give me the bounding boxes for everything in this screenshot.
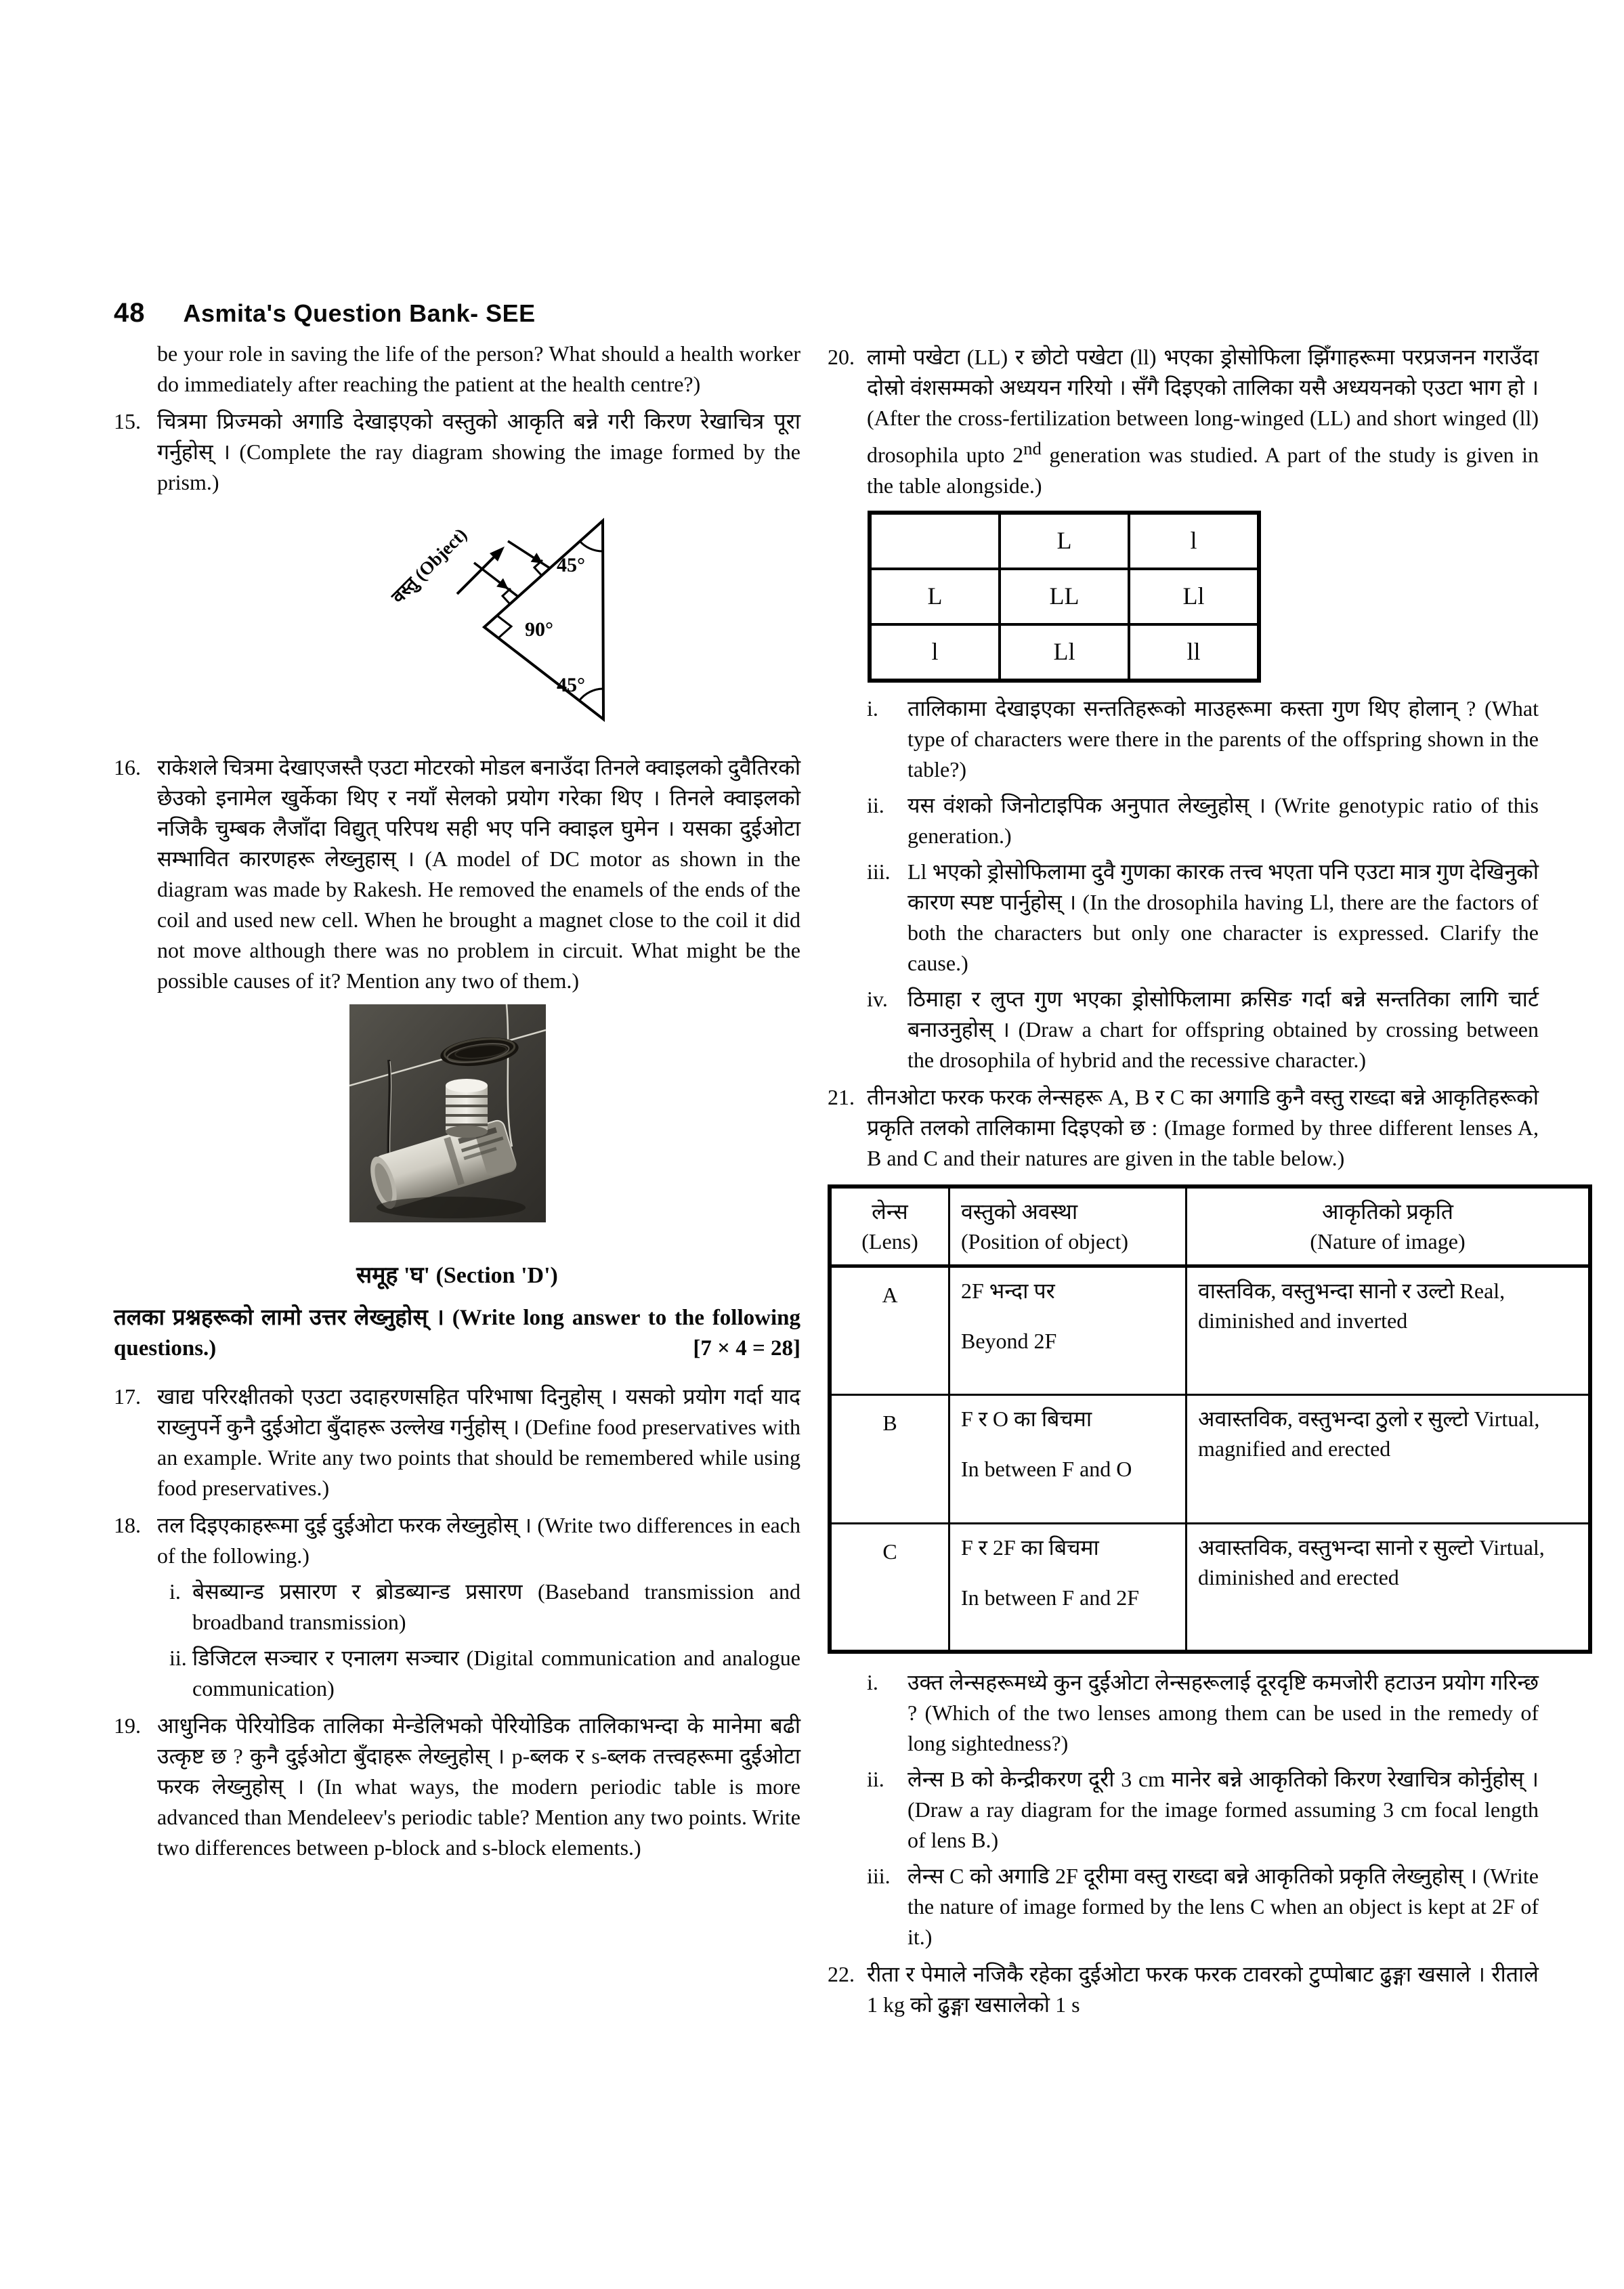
question-19-text: आधुनिक पेरियोडिक तालिका मेन्डेलिभको पेरियोडिक तालिकाभन्दा के मानेमा बढी उत्कृष्ट छ ? कुनै दुईओटा बुँदाहरू लेख्नुहोस् । p-ब्लक र s-ब्लक तत्त्वहरूमा दुईओटा फरक लेख्नुहोस् । (In what ways, the modern periodic table is more advanced than Mendeleev's periodic table? Mention any two points. Write two differences between p-block and s-block elements.) [157, 1713, 800, 1860]
question-20-text [867, 342, 1539, 501]
lens-a-position-eng: Beyond 2F [961, 1328, 1057, 1353]
left-column [114, 339, 800, 1863]
lens-a-position-nep: 2F भन्दा पर [961, 1278, 1055, 1303]
question-17-text: खाद्य परिरक्षीतको एउटा उदाहरणसहित परिभाषा दिनुहोस् । यसको प्रयोग गर्दा याद राख्नुपर्ने कुनै दुईओटा बुँदाहरू उल्लेख गर्नुहोस् । (Define food preservatives with an example. Write any two points that should be remembered while using food preservatives.) [157, 1384, 800, 1500]
prism-ray-diagram [114, 500, 800, 746]
table-row [830, 1266, 1590, 1394]
question-20-sub-iv-text: ठिमाहा र लुप्त गुण भएका ड्रोसोफिलामा क्रसिङ गर्दा बन्ने सन्ततिका लागि चार्ट बनाउनुहोस् । (Draw a chart for offspring obtained by crossing between the drosophila of hybrid and the recessive character.) [907, 986, 1539, 1072]
page-header [114, 298, 536, 328]
header-position-nep: वस्तुको अवस्था [961, 1199, 1078, 1224]
incident-ray-upper [508, 541, 550, 568]
question-14-continuation: be your role in saving the life of the person? What should a health worker do immediately after reaching the patient at the health centre?) [157, 341, 800, 396]
lens-c-position-eng: In between F and 2F [961, 1585, 1140, 1610]
question-20-sub-ii [828, 790, 1539, 851]
book-title: Asmita's Question Bank- SEE [183, 299, 536, 327]
question-15-number: 15. [114, 409, 141, 433]
question-15 [114, 406, 800, 498]
question-20-sub-ii-text: यस वंशको जिनोटाइपिक अनुपात लेख्नुहोस् । (Write genotypic ratio of this generation.) [907, 792, 1539, 848]
question-16-text: राकेशले चित्रमा देखाएजस्तै एउटा मोटरको मोडल बनाउँदा तिनले क्वाइलको दुवैतिरको छेउको इनामेल खुर्केका थिए र नयाँ सेलको प्रयोग गरेका थिए । तिनले क्वाइलको नजिकै चुम्बक लैजाँदा विद्युत् परिपथ सही भए पनि क्वाइल घुमेन । यसका दुईओटा सम्भावित कारणहरू लेख्नुहास् । (A model of DC motor as shown in the diagram was made by Rakesh. He removed the enamels of the ends of the coil and used new cell. When he brought a magnet close to the coil it did not move although there was no problem in circuit. What might be the possible causes of it? Mention any two of them.) [157, 755, 800, 993]
lens-c-position [949, 1523, 1187, 1652]
question-20-text-part1: लामो पखेटा (LL) र छोटो पखेटा (ll) भएका ड्रोसोफिला झिँगाहरूमा परप्रजनन गराउँदा दोस्रो वंशसम्मको अध्ययन गरियो । सँगै दिइएको तालिका यसै अध्ययनको एउटा भाग हो । (After the cross-fertilization between long-winged (LL) and short winged (ll) drosophila upto 2 [867, 345, 1539, 467]
lens-table-header-lens [830, 1186, 949, 1266]
question-17-number: 17. [114, 1384, 141, 1409]
question-20-sub-iii [828, 857, 1539, 979]
question-18-sub-ii-number: ii. [169, 1646, 187, 1670]
question-18 [114, 1510, 800, 1571]
question-17 [114, 1382, 800, 1503]
lens-c-position-nep: F र 2F का बिचमा [961, 1535, 1099, 1560]
question-18-sub-ii-text: डिजिटल सञ्चार र एनालग सञ्चार (Digital communication and analogue communication) [192, 1646, 800, 1700]
question-20-sub-ii-number: ii. [867, 792, 884, 817]
magnet-stack [446, 1079, 488, 1138]
lens-c-nature: अवास्तविक, वस्तुभन्दा सानो र सुल्टो Virtual, diminished and erected [1187, 1523, 1591, 1652]
angle-45-top-arc [580, 541, 603, 551]
dc-motor-photo-svg [349, 1004, 546, 1222]
header-nature-eng: (Nature of image) [1310, 1228, 1466, 1254]
lens-a-label: A [830, 1266, 949, 1394]
angle-45-top-label: 45° [557, 554, 585, 576]
section-d-instruction [114, 1303, 800, 1364]
table-row [870, 569, 1259, 624]
question-20-number: 20. [828, 345, 855, 369]
normal-mark-lower [503, 589, 511, 604]
punnett-cell: l [1129, 513, 1259, 569]
question-20 [828, 342, 1539, 501]
question-18-number: 18. [114, 1513, 141, 1537]
table-row [830, 1523, 1590, 1652]
table-row [870, 513, 1259, 569]
question-21-sub-ii-text: लेन्स B को केन्द्रीकरण दूरी 3 cm मानेर बन्ने आकृतिको किरण रेखाचित्र कोर्नुहोस् । (Draw a ray diagram for the image formed assuming 3 cm focal length of lens B.) [907, 1767, 1539, 1853]
punnett-cell: L [870, 569, 1000, 624]
question-18-sub-i [114, 1577, 800, 1638]
question-18-sub-i-text: बेसब्यान्ड प्रसारण र ब्रोडब्यान्ड प्रसारण (Baseband transmission and broadband transmission) [192, 1579, 800, 1634]
question-20-sub-i [828, 693, 1539, 785]
lens-a-position [949, 1266, 1187, 1394]
right-angle-mark-90 [497, 616, 511, 638]
page-number: 48 [114, 298, 146, 328]
right-column [828, 342, 1545, 2020]
punnett-cell: Ll [1000, 624, 1129, 681]
question-20-sub-i-text: तालिकामा देखाइएका सन्ततिहरूको माउहरूमा कस्ता गुण थिए होलान् ? (What type of characters were there in the parents of the offspring shown in the table?) [907, 696, 1539, 782]
lens-b-nature: अवास्तविक, वस्तुभन्दा ठुलो र सुल्टो Virtual, magnified and erected [1187, 1394, 1591, 1523]
angle-45-bottom-label: 45° [557, 674, 585, 696]
question-22-text: रीता र पेमाले नजिकै रहेका दुईओटा फरक फरक टावरको टुप्पोबाट ढुङ्गा खसाले । रीताले 1 kg को ढुङ्गा खसालेको 1 s [867, 1962, 1539, 2017]
lens-table-header-nature [1187, 1186, 1591, 1266]
question-21-sub-iii-text: लेन्स C को अगाडि 2F दूरीमा वस्तु राख्दा बन्ने आकृतिको प्रकृति लेख्नुहोस् । (Write the nature of image formed by the lens C when an object is kept at 2F of it.) [907, 1864, 1539, 1950]
question-21-sub-i-text: उक्त लेन्सहरूमध्ये कुन दुईओटा लेन्सहरूलाई दूरदृष्टि कमजोरी हटाउन प्रयोग गरिन्छ ? (Which of the two lenses among them can be used in the remedy of long sightedness?) [907, 1670, 1539, 1756]
question-18-text: तल दिइएकाहरूमा दुई दुईओटा फरक लेख्नुहोस् । (Write two differences in each of the following.) [157, 1513, 800, 1568]
question-16 [114, 752, 800, 996]
question-21 [828, 1082, 1539, 1174]
question-21-sub-iii [828, 1861, 1539, 1952]
question-20-sub-iv-number: iv. [867, 986, 888, 1011]
header-lens-nep: लेन्स [872, 1199, 908, 1224]
question-21-sub-i-number: i. [867, 1670, 878, 1695]
incident-ray-lower [474, 563, 518, 597]
lens-table-header-position [949, 1186, 1187, 1266]
table-row [870, 624, 1259, 681]
question-21-sub-iii-number: iii. [867, 1864, 891, 1889]
object-arrow [457, 551, 500, 594]
lens-b-position-eng: In between F and O [961, 1456, 1132, 1481]
punnett-cell [870, 513, 1000, 569]
header-nature-nep: आकृतिको प्रकृति [1322, 1199, 1453, 1224]
question-21-sub-ii [828, 1764, 1539, 1856]
punnett-square-table [868, 511, 1261, 683]
question-16-number: 16. [114, 755, 141, 779]
question-21-text: तीनओटा फरक फरक लेन्सहरू A, B र C का अगाडि कुनै वस्तु राख्दा बन्ने आकृतिहरूको प्रकृति तलको तालिकामा दिइएको छ : (Image formed by three different lenses A, B and C and their natures are given in the table below.) [867, 1084, 1539, 1170]
lens-b-position [949, 1394, 1187, 1523]
object-label: वस्तु (Object) [387, 523, 471, 607]
angle-90-label: 90° [525, 618, 553, 641]
question-18-sub-ii [114, 1643, 800, 1704]
punnett-cell: LL [1000, 569, 1129, 624]
punnett-cell: Ll [1129, 569, 1259, 624]
lens-b-label: B [830, 1394, 949, 1523]
punnett-cell: ll [1129, 624, 1259, 681]
question-20-sub-iii-text: Ll भएको ड्रोसोफिलामा दुवै गुणका कारक तत्त्व भएता पनि एउटा मात्र गुण देखिनुको कारण स्पष्ट पार्नुहोस् । (In the drosophila having Ll, there are the factors of both the characters but only one character is expressed. Clarify the cause.) [907, 859, 1539, 975]
instruction-text: तलका प्रश्नहरूको लामो उत्तर लेख्नुहोस् । (Write long answer to the following questions.) [114, 1306, 800, 1361]
table-header-row [830, 1186, 1590, 1266]
section-d-heading: समूह 'घ' (Section 'D') [356, 1263, 558, 1288]
lens-c-label: C [830, 1523, 949, 1652]
punnett-cell: l [870, 624, 1000, 681]
question-20-text-part2: generation was studied. A part of the study is given in the table alongside.) [867, 442, 1539, 498]
question-21-sub-i [828, 1667, 1539, 1759]
question-20-sub-i-number: i. [867, 696, 878, 721]
prism-diagram-svg [379, 500, 745, 746]
dc-motor-photo [349, 1004, 546, 1222]
lens-b-position-nep: F र O का बिचमा [961, 1406, 1092, 1431]
question-20-sub-iv [828, 984, 1539, 1075]
question-21-number: 21. [828, 1084, 855, 1109]
header-lens-eng: (Lens) [861, 1228, 918, 1254]
question-19 [114, 1711, 800, 1863]
question-21-sub-ii-number: ii. [867, 1767, 884, 1792]
punnett-cell: L [1000, 513, 1129, 569]
question-20-sub-iii-number: iii. [867, 859, 891, 884]
question-19-number: 19. [114, 1713, 141, 1738]
header-position-eng: (Position of object) [961, 1228, 1129, 1254]
ray-arrowhead-upper [531, 553, 546, 568]
marks-badge: [7 × 4 = 28] [693, 1336, 800, 1361]
question-18-sub-i-number: i. [169, 1579, 181, 1604]
question-15-text: चित्रमा प्रिज्मको अगाडि देखाइएको वस्तुको आकृति बन्ने गरी किरण रेखाचित्र पूरा गर्नुहोस् । (Complete the ray diagram showing the image formed by the prism.) [157, 409, 800, 494]
question-22-number: 22. [828, 1962, 855, 1987]
question-22 [828, 1959, 1539, 2020]
lens-table [828, 1184, 1592, 1654]
photo-shadow [377, 1197, 526, 1218]
question-20-superscript: nd [1023, 438, 1042, 458]
lens-a-nature: वास्तविक, वस्तुभन्दा सानो र उल्टो Real, diminished and inverted [1187, 1266, 1591, 1394]
table-row [830, 1394, 1590, 1523]
